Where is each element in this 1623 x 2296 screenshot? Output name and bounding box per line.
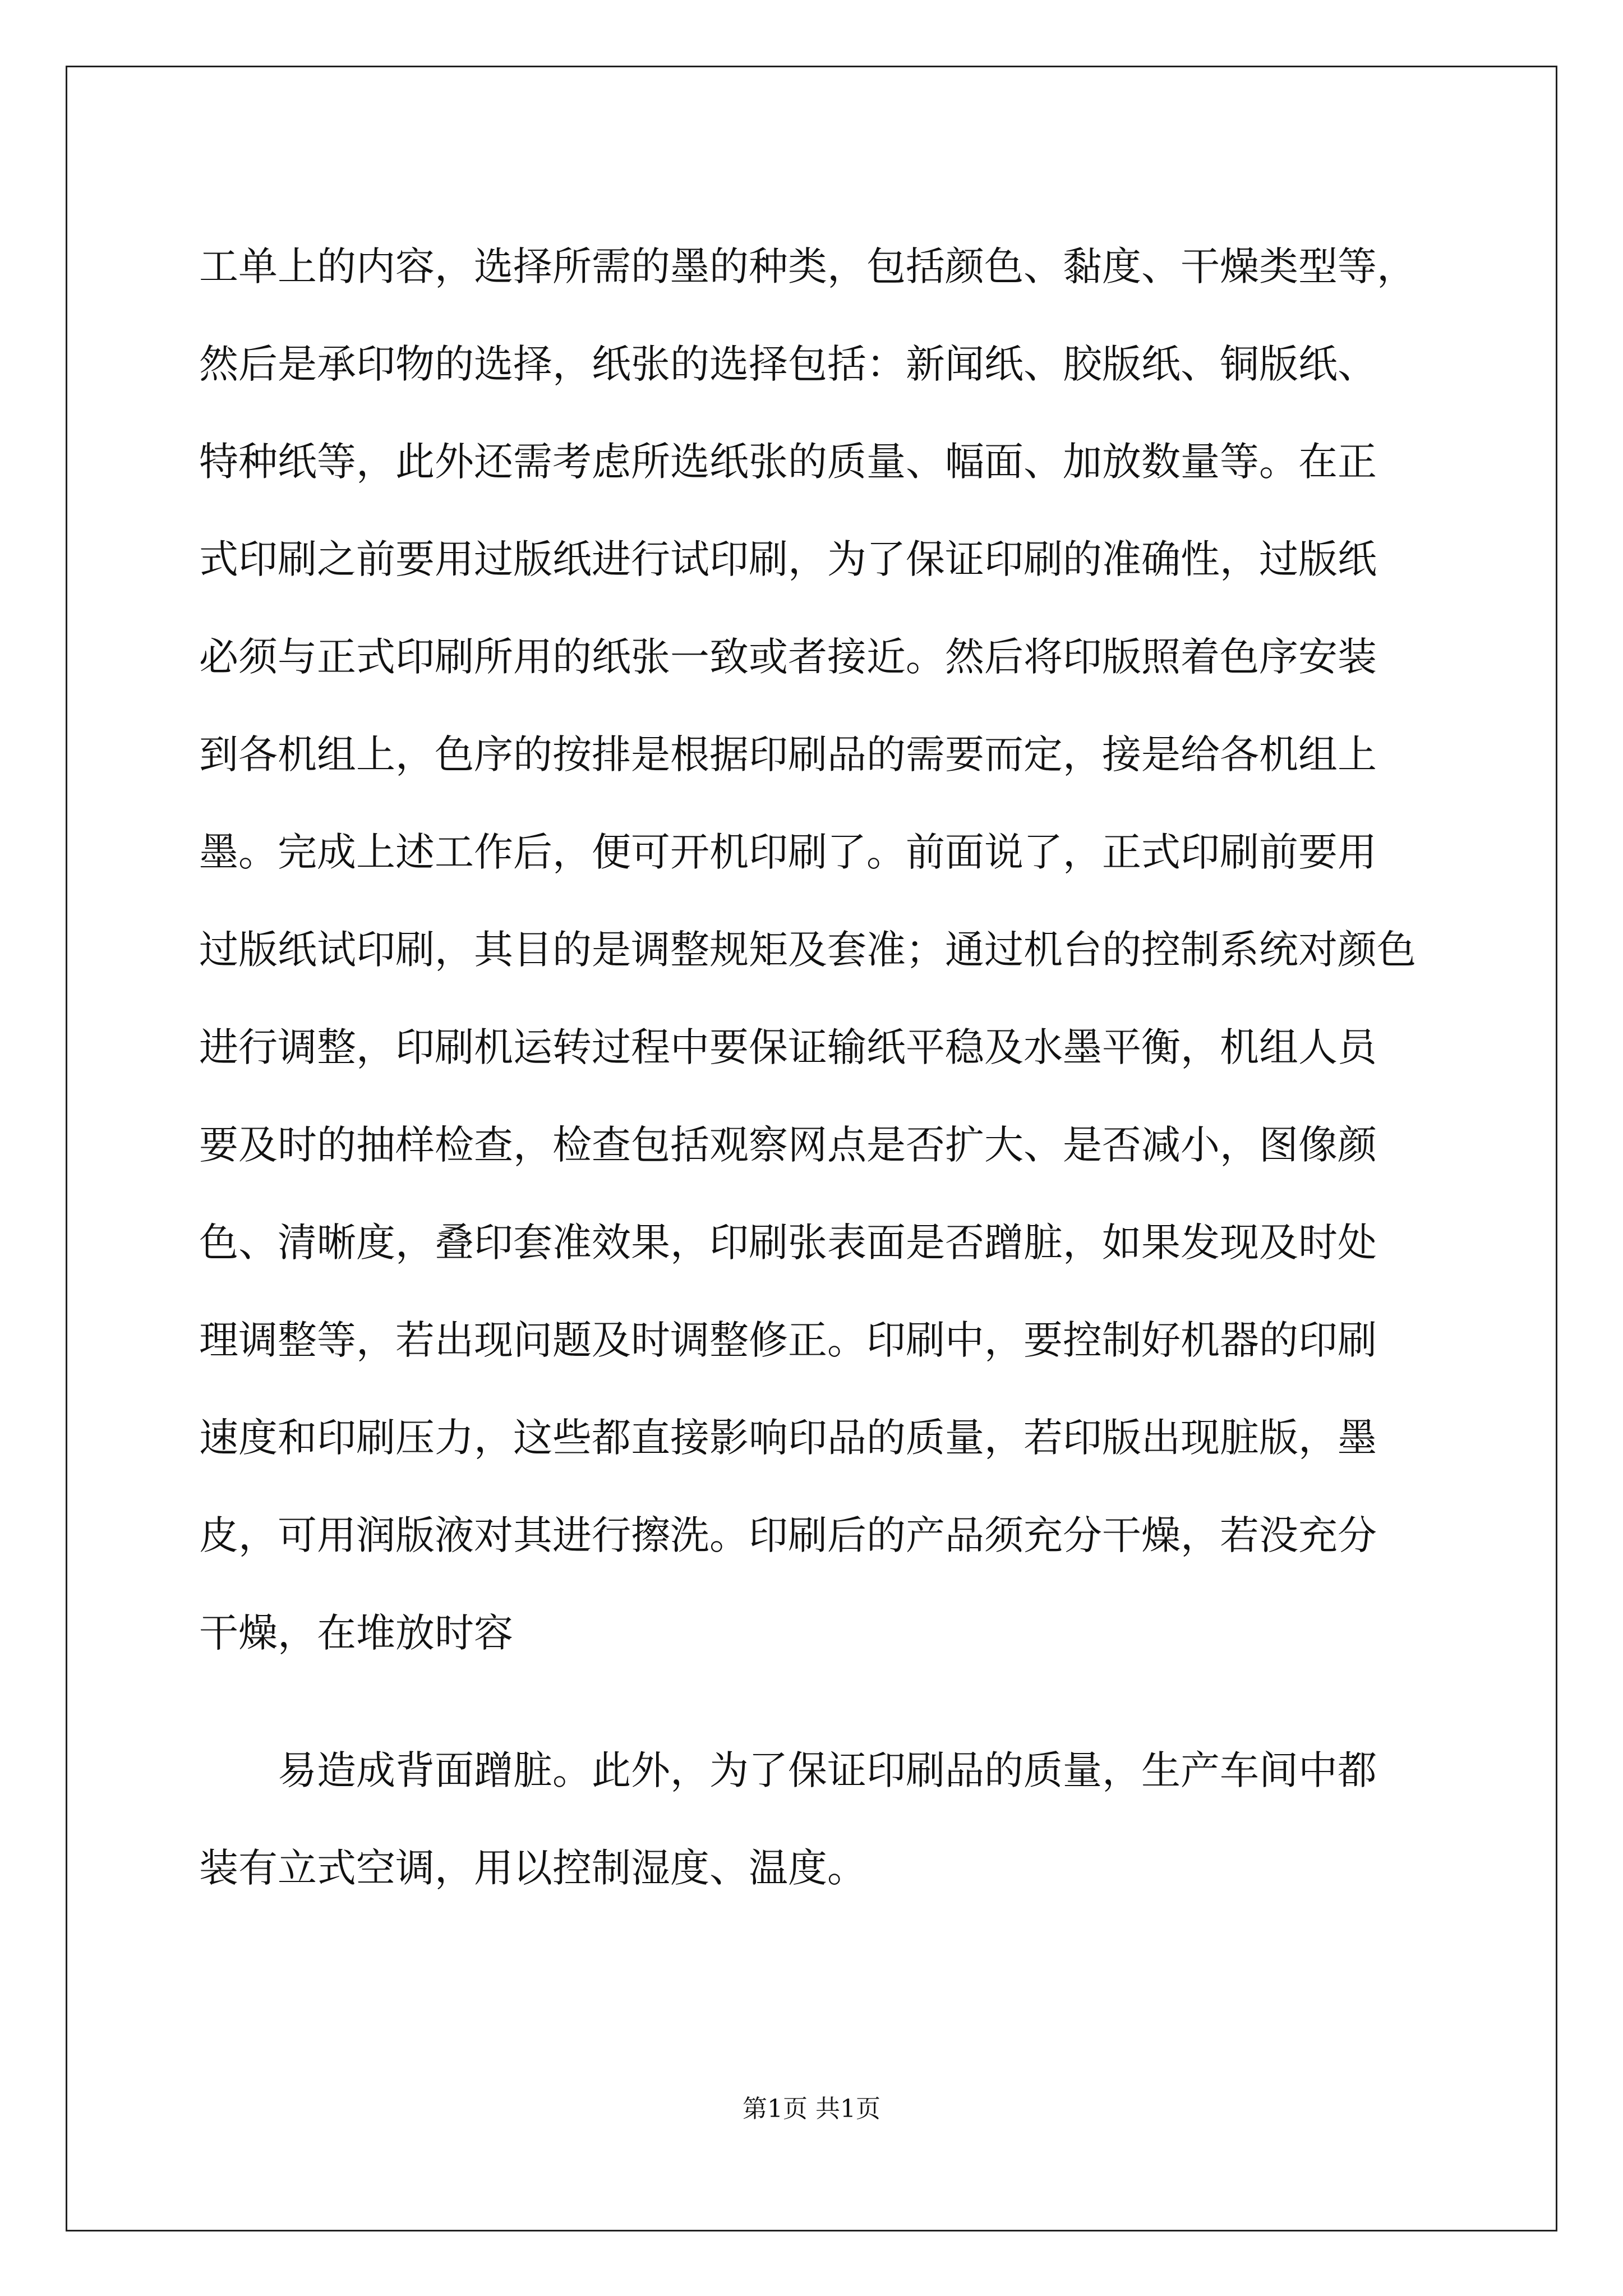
text-line: 速度和印刷压力，这些都直接影响印品的质量，若印版出现脏版，墨 — [199, 1415, 1377, 1461]
text-line: 易造成背面蹭脏。此外，为了保证印刷品的质量，生产车间中都 — [278, 1747, 1377, 1793]
text-line: 干燥，在堆放时容 — [199, 1610, 513, 1656]
text-line: 皮，可用润版液对其进行擦洗。印刷后的产品须充分干燥，若没充分 — [199, 1512, 1377, 1558]
text-line: 然后是承印物的选择，纸张的选择包括：新闻纸、胶版纸、铜版纸、 — [199, 341, 1377, 387]
text-line: 要及时的抽样检查，检查包括观察网点是否扩大、是否减小，图像颜 — [199, 1122, 1377, 1168]
text-line: 过版纸试印刷，其目的是调整规矩及套准；通过机台的控制系统对颜色 — [199, 927, 1416, 973]
text-line: 式印刷之前要用过版纸进行试印刷，为了保证印刷的准确性，过版纸 — [199, 536, 1377, 582]
text-line: 理调整等，若出现问题及时调整修正。印刷中，要控制好机器的印刷 — [199, 1317, 1377, 1363]
text-line: 工单上的内容，选择所需的墨的种类，包括颜色、黏度、干燥类型等， — [199, 243, 1416, 289]
text-line: 到各机组上，色序的按排是根据印刷品的需要而定，接是给各机组上 — [199, 731, 1377, 777]
text-line: 进行调整，印刷机运转过程中要保证输纸平稳及水墨平衡，机组人员 — [199, 1024, 1377, 1070]
text-line: 墨。完成上述工作后，便可开机印刷了。前面说了，正式印刷前要用 — [199, 829, 1377, 875]
document-body — [199, 218, 1433, 1917]
text-line: 装有立式空调，用以控制湿度、温度。 — [199, 1845, 866, 1891]
paragraph-1 — [199, 218, 1433, 1682]
text-line: 色、清晰度，叠印套准效果，印刷张表面是否蹭脏，如果发现及时处 — [199, 1220, 1377, 1266]
page-footer: 第1页 共1页 — [743, 2095, 880, 2123]
paragraph-2 — [199, 1722, 1433, 1917]
text-line: 必须与正式印刷所用的纸张一致或者接近。然后将印版照着色序安装 — [199, 634, 1377, 680]
text-line: 特种纸等，此外还需考虑所选纸张的质量、幅面、加放数量等。在正 — [199, 439, 1377, 485]
